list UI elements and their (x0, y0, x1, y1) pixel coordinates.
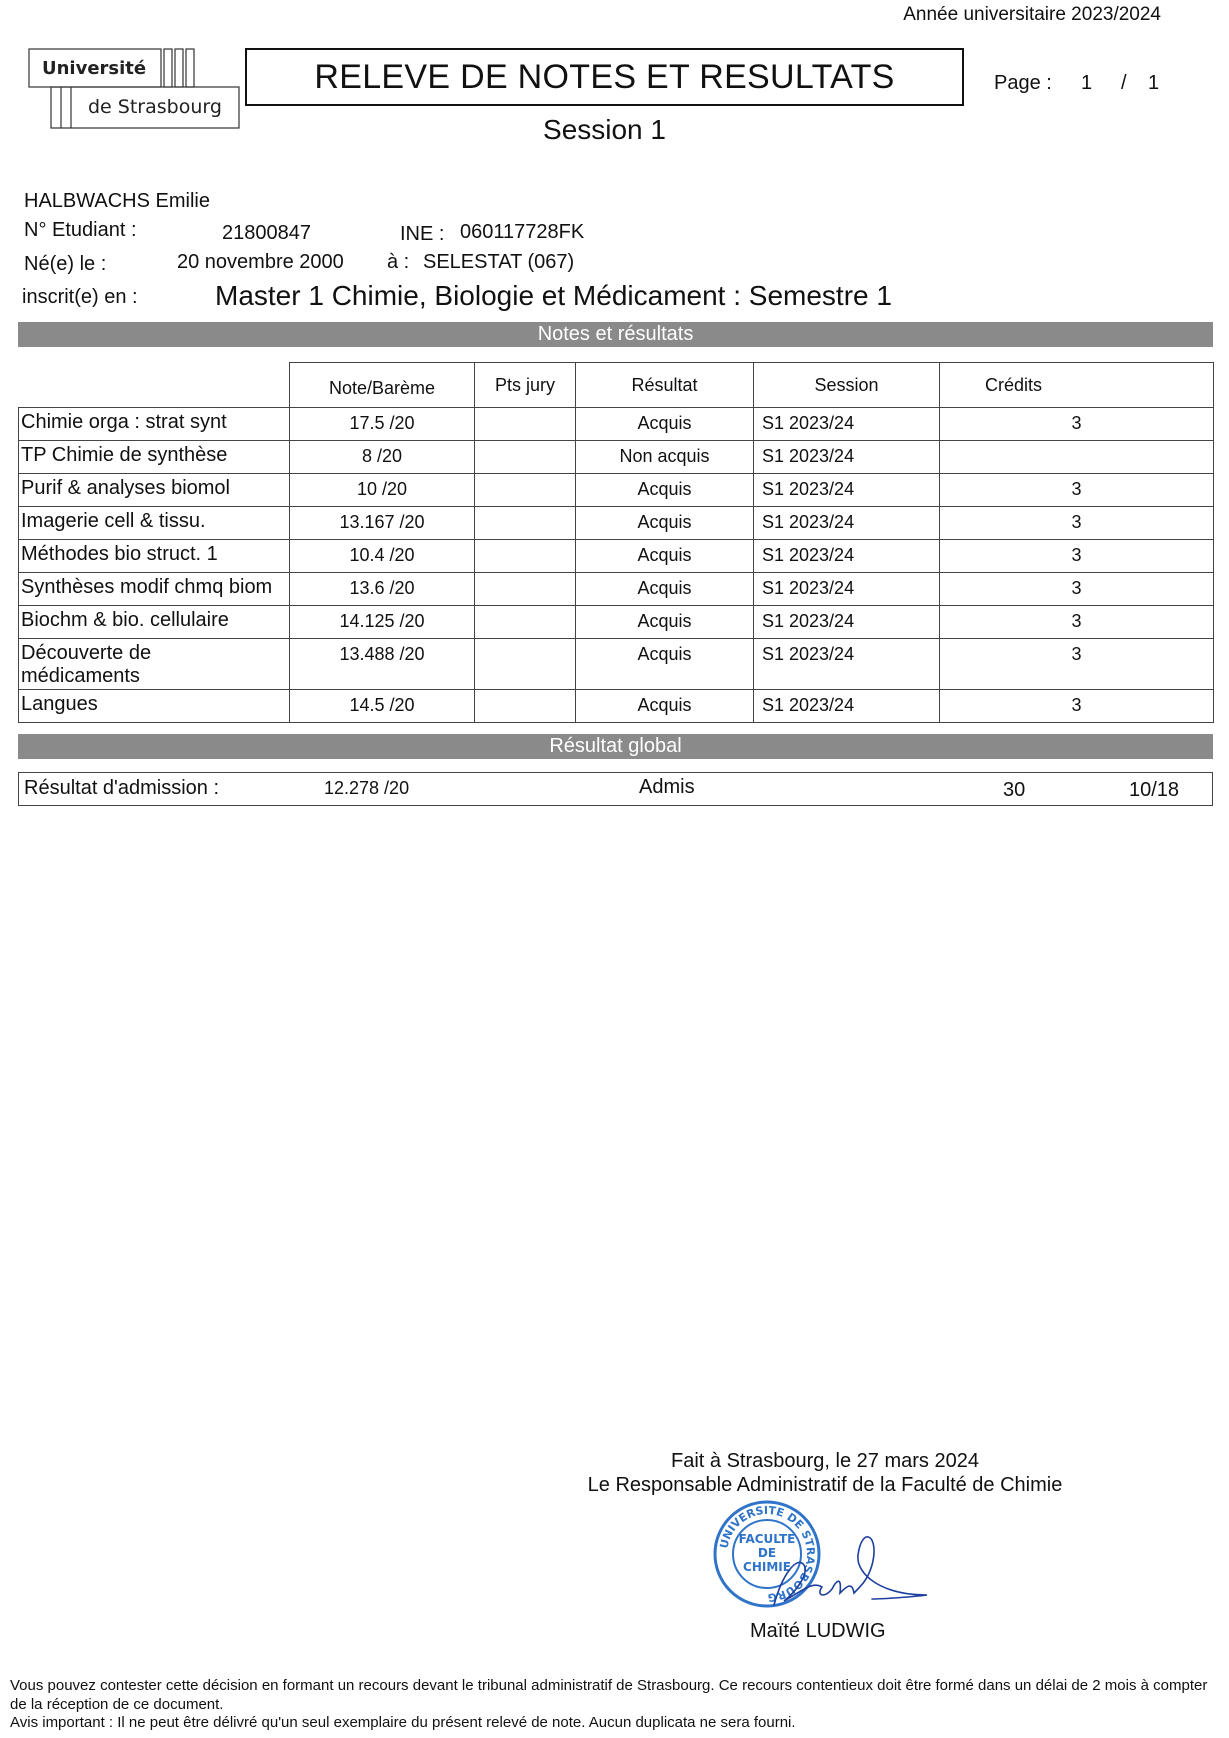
course-session: S1 2023/24 (754, 507, 940, 540)
course-credits: 3 (940, 639, 1214, 690)
university-logo (28, 48, 240, 130)
grades-table-header (19, 363, 1214, 408)
document-title: RELEVE DE NOTES ET RESULTATS (245, 48, 964, 106)
course-result: Acquis (576, 639, 754, 690)
page-total: 1 (1148, 72, 1160, 94)
course-jury-points (475, 606, 576, 639)
signatory-role: Le Responsable Administratif de la Faculté de Chimie (587, 1474, 1063, 1496)
course-note: 14.5 /20 (290, 690, 475, 723)
admission-score: 12.278 /20 (324, 778, 410, 798)
course-name: Imagerie cell & tissu. (19, 507, 290, 540)
course-jury-points (475, 690, 576, 723)
course-note: 13.488 /20 (290, 639, 475, 690)
course-jury-points (475, 639, 576, 690)
birth-place-label: à : (387, 251, 410, 273)
logo-line2: de Strasbourg (88, 96, 222, 118)
page-label: Page : (994, 72, 1052, 94)
table-row (19, 507, 1214, 540)
logo-line1: Université (42, 58, 147, 79)
course-name: Découverte de médicaments (19, 639, 290, 690)
course-note: 10 /20 (290, 474, 475, 507)
important-notice: Avis important : Il ne peut être délivré qu'un seul exemplaire du présent relevé de note. Aucun duplicata ne sera fourni. (10, 1714, 796, 1731)
course-name: Purif & analyses biomol (19, 474, 290, 507)
admission-credits: 30 (1003, 779, 1026, 801)
course-note: 14.125 /20 (290, 606, 475, 639)
course-result: Acquis (576, 408, 754, 441)
issue-place-date: Fait à Strasbourg, le 27 mars 2024 (671, 1450, 979, 1472)
course-session: S1 2023/24 (754, 639, 940, 690)
course-credits (940, 441, 1214, 474)
stamp-line1: FACULTE (738, 1532, 796, 1546)
table-row (19, 474, 1214, 507)
table-row (19, 408, 1214, 441)
session-title: Session 1 (543, 114, 666, 145)
table-row (19, 441, 1214, 474)
admission-label: Résultat d'admission : (24, 777, 220, 799)
signatory-name: Maïté LUDWIG (750, 1620, 886, 1642)
course-name: TP Chimie de synthèse (19, 441, 290, 474)
stamp-line2: DE (757, 1546, 777, 1560)
academic-year: Année universitaire 2023/2024 (903, 4, 1161, 25)
page-separator: / (1121, 72, 1127, 94)
ine-value: 060117728FK (460, 221, 585, 243)
stamp-icon (715, 1502, 819, 1606)
course-session: S1 2023/24 (754, 474, 940, 507)
course-credits: 3 (940, 507, 1214, 540)
jury-column-header: Pts jury (475, 363, 576, 408)
stamp-ring-text: UNIVERSITE DE STRASBOURG (717, 1503, 818, 1605)
result-column-header: Résultat (576, 363, 754, 408)
course-note: 17.5 /20 (290, 408, 475, 441)
notes-section-band: Notes et résultats (18, 322, 1213, 347)
course-result: Acquis (576, 474, 754, 507)
table-row (19, 540, 1214, 573)
course-note: 13.167 /20 (290, 507, 475, 540)
admission-rank: 10/18 (1129, 779, 1180, 801)
course-jury-points (475, 507, 576, 540)
course-credits: 3 (940, 540, 1214, 573)
course-result: Acquis (576, 573, 754, 606)
course-jury-points (475, 408, 576, 441)
faculty-stamp-and-signature (712, 1495, 942, 1613)
course-session: S1 2023/24 (754, 540, 940, 573)
course-result: Acquis (576, 540, 754, 573)
legal-notice: Vous pouvez contester cette décision en formant un recours devant le tribunal administratif de Strasbourg. Ce recours contentieux doit être formé dans un délai de 2 mois à compter de la réception de ce document. (10, 1677, 1208, 1713)
session-column-header: Session (754, 363, 940, 408)
student-number: 21800847 (222, 222, 311, 244)
course-jury-points (475, 540, 576, 573)
birth-date: 20 novembre 2000 (177, 251, 344, 273)
course-result: Acquis (576, 507, 754, 540)
course-name: Biochm & bio. cellulaire (19, 606, 290, 639)
student-name: HALBWACHS Emilie (24, 190, 210, 212)
course-session: S1 2023/24 (754, 408, 940, 441)
course-name: Synthèses modif chmq biom (19, 573, 290, 606)
course-credits: 3 (940, 408, 1214, 441)
course-credits: 3 (940, 690, 1214, 723)
course-credits: 3 (940, 474, 1214, 507)
global-result-row (18, 772, 1213, 806)
course-result: Acquis (576, 690, 754, 723)
course-session: S1 2023/24 (754, 606, 940, 639)
credits-column-header: Crédits (940, 363, 1214, 408)
table-row (19, 573, 1214, 606)
table-row (19, 606, 1214, 639)
course-name: Méthodes bio struct. 1 (19, 540, 290, 573)
course-note: 8 /20 (290, 441, 475, 474)
grades-table (18, 362, 1214, 723)
course-note: 10.4 /20 (290, 540, 475, 573)
course-jury-points (475, 474, 576, 507)
ine-label: INE : (400, 223, 445, 245)
course-session: S1 2023/24 (754, 441, 940, 474)
table-row (19, 639, 1214, 690)
course-session: S1 2023/24 (754, 573, 940, 606)
student-number-label: N° Etudiant : (24, 219, 137, 241)
course-session: S1 2023/24 (754, 690, 940, 723)
course-note: 13.6 /20 (290, 573, 475, 606)
program-name: Master 1 Chimie, Biologie et Médicament : Semestre 1 (215, 280, 892, 311)
course-credits: 3 (940, 573, 1214, 606)
admission-result: Admis (639, 776, 695, 798)
course-credits: 3 (940, 606, 1214, 639)
course-result: Non acquis (576, 441, 754, 474)
birth-place: SELESTAT (067) (423, 251, 575, 273)
course-result: Acquis (576, 606, 754, 639)
note-column-header: Note/Barème (290, 363, 475, 408)
course-name: Langues (19, 690, 290, 723)
course-jury-points (475, 573, 576, 606)
course-name: Chimie orga : strat synt (19, 408, 290, 441)
course-jury-points (475, 441, 576, 474)
global-result-band: Résultat global (18, 734, 1213, 759)
birth-date-label: Né(e) le : (24, 253, 107, 275)
stamp-line3: CHIMIE (743, 1560, 791, 1574)
page-current: 1 (1081, 72, 1093, 94)
table-row (19, 690, 1214, 723)
enrolled-label: inscrit(e) en : (22, 286, 138, 308)
course-column-header (19, 363, 290, 408)
